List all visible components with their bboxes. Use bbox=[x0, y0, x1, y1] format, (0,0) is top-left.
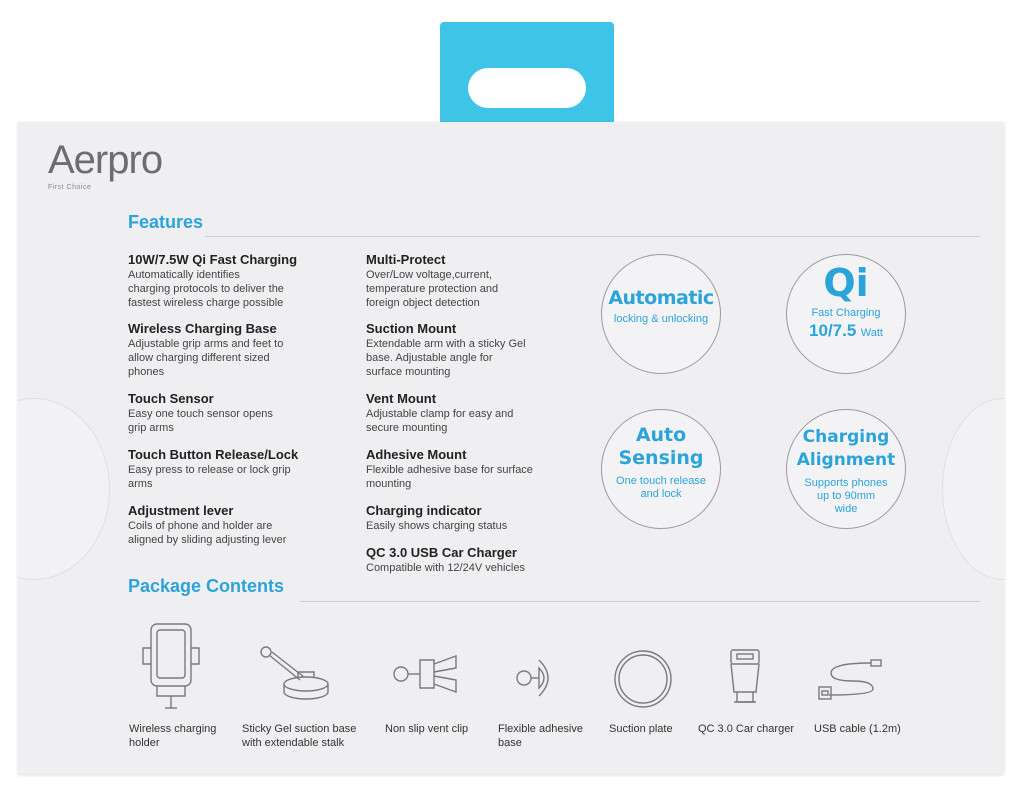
badge-subtext: locking & unlocking bbox=[613, 313, 709, 325]
feature-title: Touch Sensor bbox=[128, 391, 214, 406]
feature-desc: allow charging different sized bbox=[128, 352, 270, 364]
package-label bbox=[609, 722, 699, 736]
auto-sensing-badge bbox=[601, 409, 721, 529]
feature-desc: foreign object detection bbox=[366, 297, 480, 309]
feature-touch-sensor bbox=[128, 391, 328, 435]
package-label bbox=[385, 722, 485, 736]
feature-touch-button bbox=[128, 447, 328, 491]
brand-name: Aerpro bbox=[48, 138, 163, 182]
package-label bbox=[242, 722, 372, 750]
vent-clip-icon bbox=[383, 640, 467, 704]
package-label-line: Suction plate bbox=[609, 723, 673, 735]
badge-heading: Sensing bbox=[618, 447, 704, 469]
left-notch bbox=[18, 398, 110, 580]
badge-heading: Auto bbox=[635, 424, 687, 446]
package-label-line: USB cable (1.2m) bbox=[814, 723, 901, 735]
feature-desc: mounting bbox=[366, 478, 412, 490]
feature-title: 10W/7.5W Qi Fast Charging bbox=[128, 252, 298, 267]
feature-title: QC 3.0 USB Car Charger bbox=[366, 545, 517, 560]
right-notch bbox=[942, 398, 1004, 580]
feature-desc: secure mounting bbox=[366, 422, 448, 434]
package-label-line: QC 3.0 Car charger bbox=[698, 723, 794, 735]
feature-title: Charging indicator bbox=[366, 503, 482, 518]
feature-desc: Easy one touch sensor opens bbox=[128, 408, 273, 420]
hang-slot bbox=[468, 68, 586, 108]
automatic-badge bbox=[601, 254, 721, 374]
feature-suction-mount bbox=[366, 321, 566, 379]
package-label-line: Flexible adhesive bbox=[498, 723, 583, 735]
feature-qi-fast-charging bbox=[128, 252, 328, 310]
feature-desc: base. Adjustable angle for bbox=[366, 352, 493, 364]
feature-desc: phones bbox=[128, 366, 165, 378]
badge-subtext: One touch release bbox=[616, 475, 706, 487]
feature-title: Touch Button Release/Lock bbox=[128, 447, 299, 462]
package-label bbox=[814, 722, 914, 736]
feature-desc: Over/Low voltage,current, bbox=[366, 269, 492, 281]
feature-desc: Easily shows charging status bbox=[366, 520, 508, 532]
qi-watt-unit: Watt bbox=[860, 327, 883, 339]
feature-desc: Adjustable grip arms and feet to bbox=[128, 338, 284, 350]
feature-title: Suction Mount bbox=[366, 321, 457, 336]
feature-title: Adhesive Mount bbox=[366, 447, 467, 462]
feature-title: Multi-Protect bbox=[366, 252, 446, 267]
feature-charging-indicator bbox=[366, 503, 566, 533]
package-label-line: Non slip vent clip bbox=[385, 723, 469, 735]
feature-wireless-charging-base bbox=[128, 321, 328, 379]
adhesive-base-icon bbox=[510, 654, 560, 704]
feature-desc: Coils of phone and holder are bbox=[128, 520, 273, 532]
package-label-line: base bbox=[498, 737, 522, 749]
badge-heading: Alignment bbox=[796, 450, 896, 470]
feature-adhesive-mount bbox=[366, 447, 566, 491]
suction-base-icon bbox=[248, 640, 338, 704]
suction-plate-icon bbox=[612, 648, 674, 710]
brand-logo bbox=[48, 138, 163, 191]
package-label-line: with extendable stalk bbox=[242, 737, 345, 749]
package-label-line: Wireless charging bbox=[129, 723, 217, 735]
feature-adjustment-lever bbox=[128, 503, 328, 547]
feature-qc-car-charger bbox=[366, 545, 566, 575]
badge-subtext: Supports phones bbox=[804, 477, 888, 489]
feature-desc: fastest wireless charge possible bbox=[128, 297, 284, 309]
feature-title: Wireless Charging Base bbox=[128, 321, 277, 336]
badge-subtext: wide bbox=[834, 503, 858, 515]
feature-desc: charging protocols to deliver the bbox=[128, 283, 284, 295]
feature-desc: Extendable arm with a sticky Gel bbox=[366, 338, 526, 350]
feature-desc: temperature protection and bbox=[366, 283, 499, 295]
hang-tab bbox=[440, 22, 614, 126]
qi-watt-line bbox=[787, 321, 905, 341]
badge-subtext: and lock bbox=[640, 488, 682, 500]
features-title: Features bbox=[128, 212, 204, 232]
feature-title: Vent Mount bbox=[366, 391, 437, 406]
feature-desc: Flexible adhesive base for surface bbox=[366, 464, 533, 476]
features-rule bbox=[205, 236, 980, 237]
package-rule bbox=[300, 601, 980, 602]
badge-subtext: Fast Charging bbox=[811, 307, 881, 319]
feature-desc: arms bbox=[128, 478, 153, 490]
package-label-line: holder bbox=[129, 737, 160, 749]
feature-desc: Compatible with 12/24V vehicles bbox=[366, 562, 525, 574]
badge-heading: Automatic bbox=[608, 287, 714, 309]
feature-desc: Easy press to release or lock grip bbox=[128, 464, 291, 476]
badge-heading: Qi bbox=[823, 261, 869, 305]
feature-desc: Adjustable clamp for easy and bbox=[366, 408, 514, 420]
feature-multi-protect bbox=[366, 252, 566, 310]
package-label bbox=[129, 722, 229, 750]
feature-desc: Automatically identifies bbox=[128, 269, 240, 281]
badge-subtext: up to 90mm bbox=[816, 490, 876, 502]
package-label-line: Sticky Gel suction base bbox=[242, 723, 357, 735]
package-contents-title: Package Contents bbox=[128, 576, 285, 596]
phone-holder-icon bbox=[135, 618, 205, 716]
feature-desc: grip arms bbox=[128, 422, 174, 434]
feature-desc: surface mounting bbox=[366, 366, 451, 378]
feature-title: Adjustment lever bbox=[128, 503, 234, 518]
package-label bbox=[698, 722, 808, 736]
brand-tagline: First Choice bbox=[48, 184, 92, 191]
feature-desc: aligned by sliding adjusting lever bbox=[128, 534, 287, 546]
qi-badge bbox=[786, 254, 906, 374]
package-label bbox=[498, 722, 598, 750]
usb-cable-icon bbox=[815, 656, 885, 706]
feature-vent-mount bbox=[366, 391, 566, 435]
charging-alignment-badge bbox=[786, 409, 906, 529]
badge-heading: Charging bbox=[802, 427, 890, 447]
qi-watt-value: 10/7.5 bbox=[809, 321, 857, 340]
car-charger-icon bbox=[725, 646, 765, 712]
